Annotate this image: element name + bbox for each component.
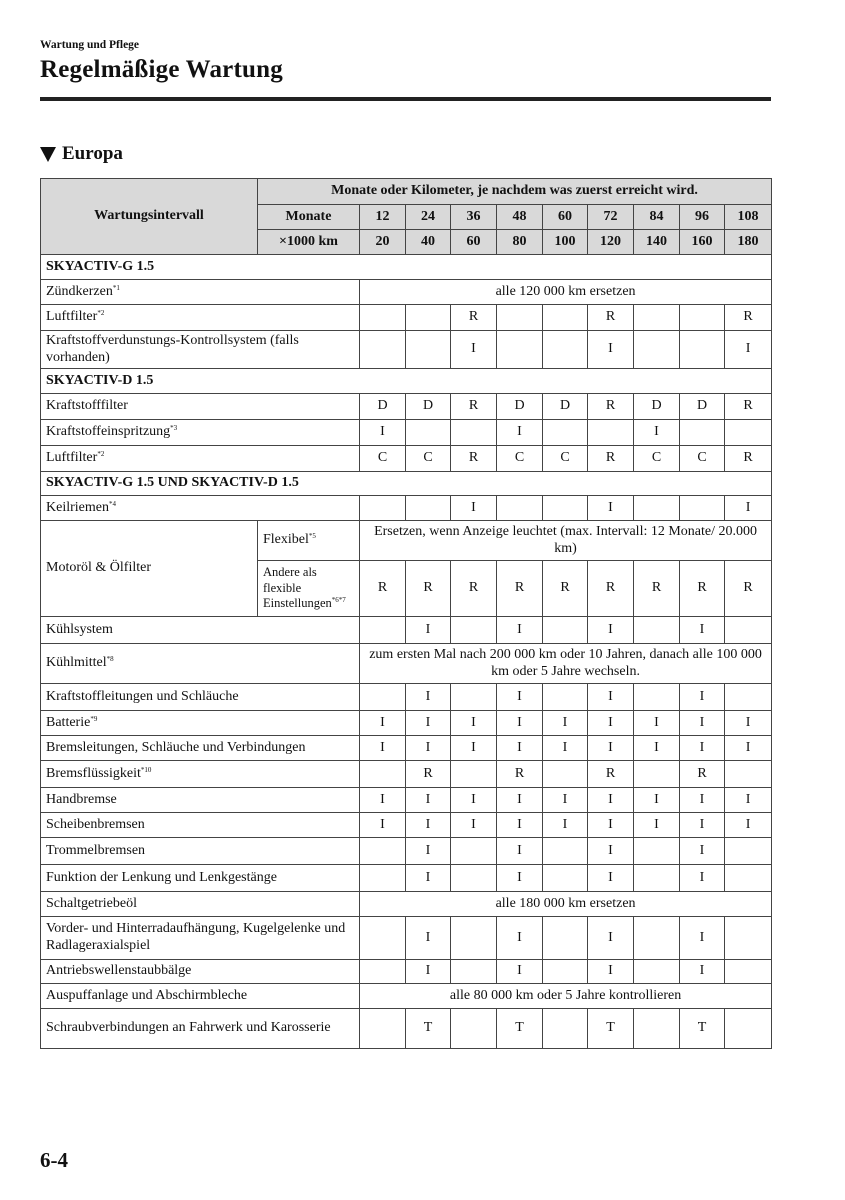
schedule-cell xyxy=(451,838,497,865)
schedule-cell xyxy=(543,917,588,960)
schedule-cell: I xyxy=(360,736,406,761)
category-label: SKYACTIV-D 1.5 xyxy=(41,369,772,394)
schedule-cell: I xyxy=(497,960,543,984)
row-label xyxy=(41,917,360,960)
schedule-cell xyxy=(725,761,772,788)
schedule-cell xyxy=(634,960,680,984)
schedule-cell: R xyxy=(497,561,543,617)
schedule-cell: I xyxy=(497,684,543,711)
month-header: 96 xyxy=(680,205,725,230)
table-row xyxy=(41,788,772,813)
km-header: 20 xyxy=(360,230,406,255)
schedule-cell xyxy=(360,496,406,521)
schedule-cell: R xyxy=(588,305,634,331)
table-row xyxy=(41,521,772,561)
footnote-marker: *2 xyxy=(97,309,105,318)
schedule-cell xyxy=(451,684,497,711)
schedule-cell: D xyxy=(497,394,543,420)
schedule-cell: R xyxy=(543,561,588,617)
row-label-text: Auspuffanlage und Abschirmbleche xyxy=(46,987,248,1003)
row-label xyxy=(41,331,360,369)
schedule-cell: R xyxy=(406,561,451,617)
table-row xyxy=(41,280,772,305)
footnote-marker: *8 xyxy=(106,655,114,664)
schedule-cell: I xyxy=(360,711,406,736)
row-label xyxy=(41,644,360,684)
table-row xyxy=(41,917,772,960)
schedule-cell xyxy=(725,838,772,865)
row-label-text: Bremsflüssigkeit xyxy=(46,765,141,781)
page-number: 6-4 xyxy=(40,1148,68,1172)
row-label-text: Trommelbremsen xyxy=(46,842,146,858)
schedule-cell: I xyxy=(680,960,725,984)
table-row xyxy=(41,838,772,865)
schedule-cell: I xyxy=(543,711,588,736)
schedule-cell xyxy=(451,761,497,788)
schedule-cell xyxy=(406,331,451,369)
schedule-cell: I xyxy=(360,420,406,446)
schedule-cell: I xyxy=(497,788,543,813)
schedule-cell: I xyxy=(406,838,451,865)
schedule-cell: R xyxy=(588,761,634,788)
km-header: 160 xyxy=(680,230,725,255)
schedule-cell: I xyxy=(725,711,772,736)
category-row xyxy=(41,472,772,496)
schedule-cell: D xyxy=(406,394,451,420)
row-label xyxy=(41,684,360,711)
schedule-cell xyxy=(543,617,588,644)
schedule-cell xyxy=(360,761,406,788)
span-note: zum ersten Mal nach 200 000 km oder 10 Jahren, danach alle 100 000 km oder 5 Jahre wechseln. xyxy=(360,644,772,684)
row-label-text: Schraubverbindungen an Fahrwerk und Karosserie xyxy=(46,1020,331,1036)
header-divider xyxy=(40,97,771,101)
schedule-cell: I xyxy=(680,711,725,736)
row-label xyxy=(41,865,360,892)
span-header: Monate oder Kilometer, je nachdem was zuerst erreicht wird. xyxy=(258,179,772,205)
table-row xyxy=(41,446,772,472)
schedule-cell: I xyxy=(588,617,634,644)
schedule-cell: I xyxy=(543,788,588,813)
schedule-cell: I xyxy=(497,736,543,761)
schedule-cell: I xyxy=(588,813,634,838)
maintenance-table xyxy=(40,178,772,1049)
schedule-cell xyxy=(360,617,406,644)
row-label-text: Kühlmittel xyxy=(46,655,107,671)
table-body xyxy=(41,179,772,1049)
row-label-text: Funktion der Lenkung und Lenkgestänge xyxy=(46,869,277,885)
schedule-cell: I xyxy=(406,711,451,736)
schedule-cell: R xyxy=(588,561,634,617)
schedule-cell: R xyxy=(451,561,497,617)
footnote-marker: *3 xyxy=(170,424,178,433)
interval-label: Wartungsintervall xyxy=(41,179,258,255)
schedule-cell xyxy=(543,305,588,331)
triangle-down-icon xyxy=(40,147,56,162)
schedule-cell xyxy=(360,684,406,711)
schedule-cell: I xyxy=(588,496,634,521)
schedule-cell xyxy=(451,420,497,446)
schedule-cell xyxy=(634,917,680,960)
row-label-text: Luftfilter xyxy=(46,450,98,466)
schedule-cell: R xyxy=(634,561,680,617)
schedule-cell: I xyxy=(543,736,588,761)
schedule-cell: I xyxy=(680,736,725,761)
schedule-cell xyxy=(497,305,543,331)
schedule-cell: R xyxy=(406,761,451,788)
schedule-cell xyxy=(451,865,497,892)
month-header: 12 xyxy=(360,205,406,230)
month-header: 84 xyxy=(634,205,680,230)
footnote-marker: *9 xyxy=(90,714,98,723)
months-label: Monate xyxy=(258,205,360,230)
km-header: 180 xyxy=(725,230,772,255)
row-label xyxy=(258,521,360,561)
schedule-cell: I xyxy=(588,917,634,960)
schedule-cell: R xyxy=(680,561,725,617)
schedule-cell: I xyxy=(680,838,725,865)
schedule-cell: R xyxy=(725,305,772,331)
month-header: 48 xyxy=(497,205,543,230)
schedule-cell xyxy=(543,496,588,521)
schedule-cell: I xyxy=(497,711,543,736)
span-note: Ersetzen, wenn Anzeige leuchtet (max. Intervall: 12 Monate/ 20.000 km) xyxy=(360,521,772,561)
row-label-text: Zündkerzen xyxy=(46,283,113,299)
schedule-cell xyxy=(725,1009,772,1049)
schedule-cell xyxy=(360,917,406,960)
schedule-cell xyxy=(543,684,588,711)
schedule-cell xyxy=(725,420,772,446)
schedule-cell: R xyxy=(451,446,497,472)
footnote-marker: *2 xyxy=(97,450,105,459)
schedule-cell: I xyxy=(680,865,725,892)
month-header: 108 xyxy=(725,205,772,230)
row-label-text: Bremsleitungen, Schläuche und Verbindungen xyxy=(46,739,306,755)
schedule-cell: I xyxy=(725,736,772,761)
schedule-cell: T xyxy=(497,1009,543,1049)
table-row xyxy=(41,305,772,331)
schedule-cell xyxy=(543,1009,588,1049)
section-heading xyxy=(40,143,123,165)
row-label xyxy=(41,960,360,984)
schedule-cell xyxy=(497,496,543,521)
schedule-cell: I xyxy=(588,788,634,813)
schedule-cell: I xyxy=(634,813,680,838)
schedule-cell: T xyxy=(680,1009,725,1049)
km-header: 40 xyxy=(406,230,451,255)
km-label: ×1000 km xyxy=(258,230,360,255)
schedule-cell: I xyxy=(451,813,497,838)
schedule-cell xyxy=(360,838,406,865)
schedule-cell: R xyxy=(497,761,543,788)
section-title: Europa xyxy=(62,143,123,164)
schedule-cell: I xyxy=(406,813,451,838)
span-note: alle 120 000 km ersetzen xyxy=(360,280,772,305)
schedule-cell xyxy=(360,865,406,892)
schedule-cell xyxy=(634,838,680,865)
schedule-cell: I xyxy=(406,684,451,711)
schedule-cell: I xyxy=(634,736,680,761)
table-row xyxy=(41,644,772,684)
schedule-cell xyxy=(406,420,451,446)
schedule-cell: R xyxy=(680,761,725,788)
schedule-cell: I xyxy=(497,420,543,446)
schedule-cell: I xyxy=(360,788,406,813)
schedule-cell: I xyxy=(451,711,497,736)
schedule-cell: I xyxy=(406,617,451,644)
schedule-cell: R xyxy=(451,305,497,331)
schedule-cell: D xyxy=(634,394,680,420)
schedule-cell: C xyxy=(634,446,680,472)
km-header: 100 xyxy=(543,230,588,255)
table-row xyxy=(41,617,772,644)
schedule-cell: I xyxy=(634,420,680,446)
schedule-cell: I xyxy=(497,813,543,838)
schedule-cell xyxy=(680,420,725,446)
schedule-cell: I xyxy=(406,865,451,892)
schedule-cell: I xyxy=(680,917,725,960)
row-label xyxy=(41,813,360,838)
breadcrumb: Wartung und Pflege xyxy=(40,39,140,51)
schedule-cell: C xyxy=(680,446,725,472)
row-label xyxy=(41,446,360,472)
schedule-cell: I xyxy=(588,711,634,736)
schedule-cell: C xyxy=(497,446,543,472)
schedule-cell: I xyxy=(451,736,497,761)
schedule-cell xyxy=(725,617,772,644)
schedule-cell xyxy=(634,684,680,711)
table-row xyxy=(41,960,772,984)
schedule-cell: T xyxy=(588,1009,634,1049)
table-row xyxy=(41,892,772,917)
row-label xyxy=(41,394,360,420)
row-label-text: Kraftstofffilter xyxy=(46,398,128,414)
schedule-cell xyxy=(451,960,497,984)
month-header: 24 xyxy=(406,205,451,230)
schedule-cell: I xyxy=(360,813,406,838)
category-label: SKYACTIV-G 1.5 UND SKYACTIV-D 1.5 xyxy=(41,472,772,496)
footnote-marker: *1 xyxy=(112,283,120,292)
span-note: alle 180 000 km ersetzen xyxy=(360,892,772,917)
schedule-cell: R xyxy=(725,561,772,617)
schedule-cell: I xyxy=(680,788,725,813)
footnote-marker: *10 xyxy=(140,765,152,774)
schedule-cell: I xyxy=(680,617,725,644)
row-label xyxy=(41,736,360,761)
category-row xyxy=(41,369,772,394)
schedule-cell xyxy=(451,917,497,960)
schedule-cell xyxy=(451,1009,497,1049)
schedule-cell: I xyxy=(451,331,497,369)
month-header: 60 xyxy=(543,205,588,230)
schedule-cell xyxy=(634,865,680,892)
km-header: 60 xyxy=(451,230,497,255)
schedule-cell: I xyxy=(588,684,634,711)
schedule-cell xyxy=(725,684,772,711)
schedule-cell xyxy=(451,617,497,644)
footnote-marker: *5 xyxy=(308,532,316,541)
schedule-cell xyxy=(588,420,634,446)
category-label: SKYACTIV-G 1.5 xyxy=(41,255,772,280)
schedule-cell xyxy=(634,1009,680,1049)
schedule-cell: R xyxy=(588,394,634,420)
row-label: Motoröl & Ölfilter xyxy=(41,521,258,617)
schedule-cell xyxy=(634,617,680,644)
row-label-text: Kühlsystem xyxy=(46,621,113,637)
schedule-cell: I xyxy=(451,788,497,813)
schedule-cell xyxy=(543,960,588,984)
schedule-cell: R xyxy=(451,394,497,420)
schedule-cell: R xyxy=(588,446,634,472)
schedule-cell: I xyxy=(725,788,772,813)
row-label xyxy=(258,561,360,617)
schedule-cell: I xyxy=(680,813,725,838)
schedule-cell xyxy=(406,305,451,331)
schedule-cell xyxy=(360,305,406,331)
row-label-text: Kraftstoffleitungen und Schläuche xyxy=(46,688,239,704)
schedule-cell: D xyxy=(360,394,406,420)
row-label-text: Kraftstoffverdunstungs-Kontrollsystem (falls vorhanden) xyxy=(46,332,299,365)
category-row xyxy=(41,255,772,280)
row-label-text: Flexibel xyxy=(263,532,309,548)
schedule-cell xyxy=(360,331,406,369)
schedule-cell: I xyxy=(588,865,634,892)
row-label-text: Batterie xyxy=(46,714,91,730)
row-label xyxy=(41,617,360,644)
km-header: 80 xyxy=(497,230,543,255)
schedule-cell xyxy=(725,865,772,892)
row-label-text: Scheibenbremsen xyxy=(46,816,145,832)
schedule-cell: I xyxy=(497,917,543,960)
row-label xyxy=(41,305,360,331)
schedule-cell xyxy=(360,1009,406,1049)
row-label-text: Vorder- und Hinterradaufhängung, Kugelgelenke und Radlageraxialspiel xyxy=(46,921,346,953)
row-label-text: Handbremse xyxy=(46,791,117,807)
schedule-cell xyxy=(725,960,772,984)
schedule-cell: C xyxy=(360,446,406,472)
row-label-text: Antriebswellenstaubbälge xyxy=(46,963,192,979)
km-header: 120 xyxy=(588,230,634,255)
schedule-cell xyxy=(497,331,543,369)
row-label xyxy=(41,892,360,917)
schedule-cell: I xyxy=(406,917,451,960)
table-row xyxy=(41,865,772,892)
table-row xyxy=(41,711,772,736)
table-row xyxy=(41,331,772,369)
table-row xyxy=(41,984,772,1009)
schedule-cell xyxy=(634,496,680,521)
schedule-cell: I xyxy=(725,331,772,369)
row-label-text: Andere als flexible Einstellungen xyxy=(263,565,332,611)
table-row xyxy=(41,736,772,761)
km-header: 140 xyxy=(634,230,680,255)
schedule-cell: R xyxy=(360,561,406,617)
month-header: 72 xyxy=(588,205,634,230)
table-row xyxy=(41,496,772,521)
schedule-cell: I xyxy=(725,813,772,838)
schedule-cell: I xyxy=(588,960,634,984)
row-label xyxy=(41,838,360,865)
schedule-cell: I xyxy=(406,736,451,761)
schedule-cell: I xyxy=(725,496,772,521)
schedule-cell xyxy=(634,761,680,788)
schedule-cell: I xyxy=(406,788,451,813)
schedule-cell: I xyxy=(588,331,634,369)
row-label xyxy=(41,984,360,1009)
schedule-cell xyxy=(360,960,406,984)
row-label xyxy=(41,280,360,305)
table-row xyxy=(41,761,772,788)
schedule-cell xyxy=(543,331,588,369)
table-row xyxy=(41,684,772,711)
schedule-cell xyxy=(680,331,725,369)
schedule-cell: I xyxy=(497,617,543,644)
row-label xyxy=(41,761,360,788)
schedule-cell: I xyxy=(406,960,451,984)
schedule-cell: I xyxy=(497,838,543,865)
row-label xyxy=(41,1009,360,1049)
schedule-cell xyxy=(543,761,588,788)
schedule-cell xyxy=(543,865,588,892)
table-row xyxy=(41,394,772,420)
schedule-cell xyxy=(680,305,725,331)
row-label-text: Schaltgetriebeöl xyxy=(46,895,137,911)
schedule-cell xyxy=(634,331,680,369)
schedule-cell: I xyxy=(588,838,634,865)
schedule-cell: I xyxy=(588,736,634,761)
row-label xyxy=(41,788,360,813)
row-label-text: Luftfilter xyxy=(46,309,98,325)
schedule-cell: I xyxy=(497,865,543,892)
schedule-cell xyxy=(680,496,725,521)
schedule-cell: I xyxy=(634,788,680,813)
table-row xyxy=(41,420,772,446)
table-row xyxy=(41,813,772,838)
span-note: alle 80 000 km oder 5 Jahre kontrollieren xyxy=(360,984,772,1009)
header-row xyxy=(41,179,772,205)
row-label-text: Kraftstoffeinspritzung xyxy=(46,424,171,440)
schedule-cell: I xyxy=(543,813,588,838)
schedule-cell: T xyxy=(406,1009,451,1049)
schedule-cell: D xyxy=(680,394,725,420)
schedule-cell xyxy=(543,838,588,865)
page-title: Regelmäßige Wartung xyxy=(40,56,283,83)
footnote-marker: *4 xyxy=(108,499,116,508)
schedule-cell: R xyxy=(725,394,772,420)
row-label xyxy=(41,420,360,446)
schedule-cell xyxy=(725,917,772,960)
schedule-cell xyxy=(543,420,588,446)
schedule-cell: D xyxy=(543,394,588,420)
footnote-marker: *6*7 xyxy=(331,596,346,605)
row-label xyxy=(41,496,360,521)
table-row xyxy=(41,1009,772,1049)
row-label-text: Keilriemen xyxy=(46,499,109,515)
schedule-cell: I xyxy=(634,711,680,736)
schedule-cell xyxy=(406,496,451,521)
schedule-cell: I xyxy=(680,684,725,711)
schedule-cell: C xyxy=(543,446,588,472)
schedule-cell: C xyxy=(406,446,451,472)
schedule-cell: I xyxy=(451,496,497,521)
schedule-cell: R xyxy=(725,446,772,472)
row-label xyxy=(41,711,360,736)
schedule-cell xyxy=(634,305,680,331)
month-header: 36 xyxy=(451,205,497,230)
